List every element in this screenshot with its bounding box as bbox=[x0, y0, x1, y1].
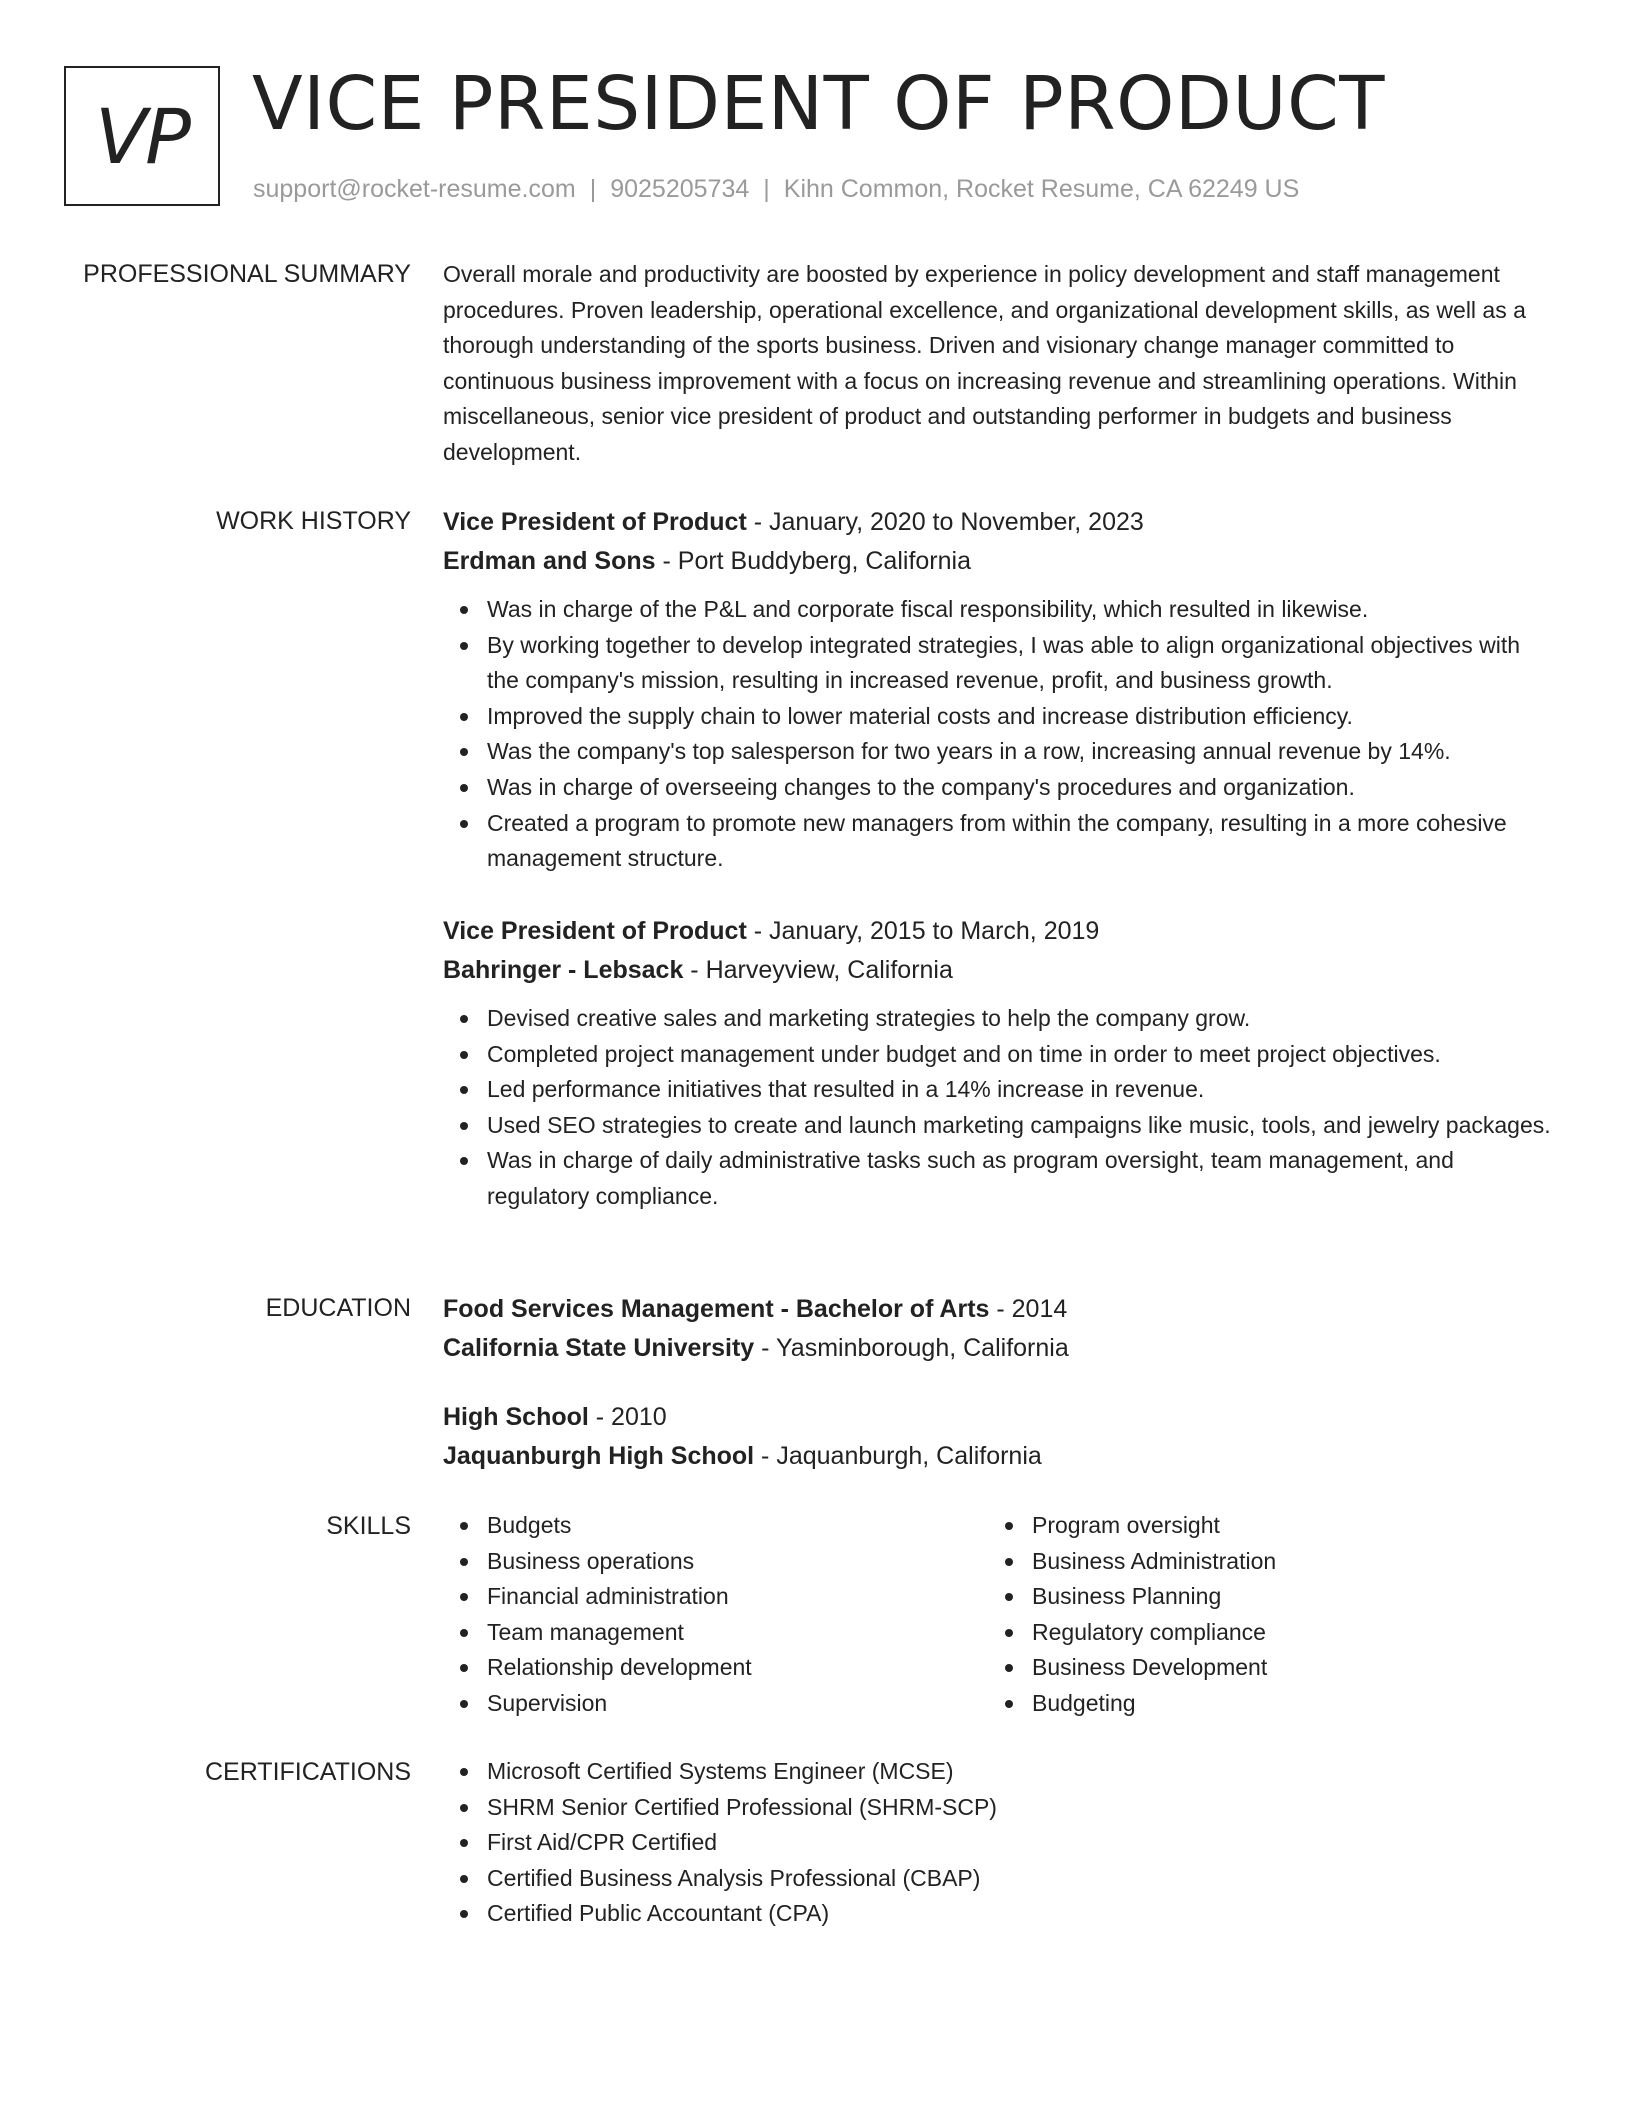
list-item bbox=[443, 628, 1553, 699]
bullet-icon bbox=[460, 1593, 468, 1601]
list-item bbox=[988, 1615, 1508, 1651]
education-year: - 2010 bbox=[588, 1403, 667, 1431]
skill-text: Financial administration bbox=[487, 1583, 729, 1610]
education-body bbox=[443, 1290, 1553, 1470]
job-dates: - January, 2020 to November, 2023 bbox=[746, 508, 1144, 536]
work-history-body bbox=[443, 503, 1553, 1209]
list-item bbox=[443, 806, 1553, 877]
summary-body bbox=[443, 257, 1553, 471]
bullet-icon bbox=[1005, 1522, 1013, 1530]
skills-list bbox=[443, 1508, 963, 1722]
bullet-icon bbox=[460, 1768, 468, 1776]
education-location: - Yasminborough, California bbox=[754, 1334, 1069, 1362]
bullet-icon bbox=[460, 1051, 468, 1059]
education-degree-line bbox=[443, 1398, 1553, 1437]
bullet-icon bbox=[460, 713, 468, 721]
list-item bbox=[443, 1037, 1553, 1073]
skill-text: Supervision bbox=[487, 1689, 608, 1716]
skill-text: Business Planning bbox=[1032, 1583, 1222, 1610]
bullet-icon bbox=[460, 784, 468, 792]
monogram-logo: VP bbox=[64, 66, 220, 206]
education-degree: High School bbox=[443, 1403, 589, 1431]
skill-text: Team management bbox=[487, 1618, 684, 1645]
bullet-text: Was the company's top salesperson for two years in a row, increasing annual revenue by 14%. bbox=[487, 738, 1451, 765]
skill-text: Program oversight bbox=[1032, 1512, 1220, 1538]
list-item bbox=[443, 1615, 963, 1651]
job-bullets bbox=[443, 1001, 1553, 1215]
education-degree-line bbox=[443, 1290, 1553, 1329]
bullet-text: Improved the supply chain to lower material costs and increase distribution efficiency. bbox=[487, 702, 1353, 729]
job-company-line bbox=[443, 542, 1553, 581]
education-school: Jaquanburgh High School bbox=[443, 1442, 755, 1470]
list-item bbox=[443, 734, 1553, 770]
bullet-icon bbox=[1005, 1558, 1013, 1566]
list-item bbox=[988, 1686, 1508, 1722]
bullet-icon bbox=[460, 642, 468, 650]
list-item bbox=[443, 1896, 1553, 1932]
job-location: - Port Buddyberg, California bbox=[655, 547, 971, 575]
list-item bbox=[443, 1861, 1553, 1897]
bullet-icon bbox=[1005, 1700, 1013, 1708]
bullet-icon bbox=[460, 1015, 468, 1023]
list-item bbox=[988, 1508, 1508, 1544]
bullet-text: Was in charge of the P&L and corporate fiscal responsibility, which resulted in likewise. bbox=[487, 596, 1369, 622]
certifications-body bbox=[443, 1754, 1553, 1932]
page-title: VICE PRESIDENT OF PRODUCT bbox=[252, 61, 1385, 147]
bullet-text: Led performance initiatives that resulted in a 14% increase in revenue. bbox=[487, 1076, 1205, 1103]
list-item bbox=[443, 1754, 1553, 1790]
certification-text: Certified Public Accountant (CPA) bbox=[487, 1900, 830, 1927]
bullet-text: By working together to develop integrated strategies, I was able to align organizational objectives with the company's mission, resulting in increased revenue, profit, and business growth. bbox=[487, 631, 1521, 694]
certification-text: SHRM Senior Certified Professional (SHRM-SCP) bbox=[487, 1793, 997, 1820]
list-item bbox=[988, 1650, 1508, 1686]
education-school-line bbox=[443, 1437, 1553, 1476]
section-heading-skills: SKILLS bbox=[326, 1512, 411, 1540]
job-company-line bbox=[443, 951, 1553, 990]
bullet-icon bbox=[460, 1122, 468, 1130]
bullet-icon bbox=[460, 1910, 468, 1918]
contact-address: Kihn Common, Rocket Resume, CA 62249 US bbox=[783, 175, 1300, 203]
contact-email: support@rocket-resume.com bbox=[253, 175, 576, 203]
certification-text: First Aid/CPR Certified bbox=[487, 1829, 718, 1856]
bullet-icon bbox=[460, 606, 468, 614]
skill-text: Business Development bbox=[1032, 1654, 1268, 1681]
bullet-icon bbox=[460, 1629, 468, 1637]
contact-separator: | bbox=[763, 175, 770, 203]
certification-text: Microsoft Certified Systems Engineer (MCSE) bbox=[487, 1758, 954, 1784]
bullet-icon bbox=[460, 1157, 468, 1165]
list-item bbox=[443, 770, 1553, 806]
list-item bbox=[443, 1825, 1553, 1861]
bullet-icon bbox=[1005, 1593, 1013, 1601]
job-entry bbox=[443, 912, 1553, 1215]
list-item bbox=[443, 1508, 963, 1544]
contact-phone: 9025205734 bbox=[610, 175, 750, 203]
job-location: - Harveyview, California bbox=[683, 956, 953, 984]
section-heading-certifications: CERTIFICATIONS bbox=[204, 1758, 411, 1786]
skill-text: Business Administration bbox=[1032, 1547, 1277, 1574]
bullet-icon bbox=[1005, 1664, 1013, 1672]
bullet-icon bbox=[1005, 1629, 1013, 1637]
education-year: - 2014 bbox=[989, 1295, 1068, 1323]
skill-text: Relationship development bbox=[487, 1654, 752, 1681]
bullet-text: Was in charge of overseeing changes to the company's procedures and organization. bbox=[487, 773, 1355, 800]
bullet-icon bbox=[460, 1700, 468, 1708]
section-heading-work-history: WORK HISTORY bbox=[216, 507, 411, 535]
bullet-text: Used SEO strategies to create and launch marketing campaigns like music, tools, and jewelry packages. bbox=[487, 1111, 1551, 1138]
skill-text: Budgeting bbox=[1032, 1689, 1136, 1716]
skills-list bbox=[988, 1508, 1508, 1722]
education-school: California State University bbox=[443, 1334, 755, 1362]
education-school-line bbox=[443, 1329, 1553, 1368]
contact-separator: | bbox=[589, 175, 597, 203]
list-item bbox=[443, 699, 1553, 735]
job-company: Bahringer - Lebsack bbox=[443, 956, 684, 984]
bullet-text: Was in charge of daily administrative tasks such as program oversight, team management, and regulatory compliance. bbox=[487, 1147, 1454, 1209]
bullet-text: Devised creative sales and marketing strategies to help the company grow. bbox=[487, 1005, 1251, 1031]
list-item bbox=[443, 1579, 963, 1615]
bullet-icon bbox=[460, 1086, 468, 1094]
education-degree: Food Services Management - Bachelor of Arts bbox=[443, 1295, 990, 1323]
job-dates: - January, 2015 to March, 2019 bbox=[746, 917, 1100, 945]
list-item bbox=[443, 1544, 963, 1580]
skill-text: Regulatory compliance bbox=[1032, 1618, 1266, 1645]
skills-column-right bbox=[988, 1508, 1508, 1722]
summary-text: Overall morale and productivity are boosted by experience in policy development and staff management procedures. Proven leadership, operational excellence, and organizational development skills, as well as a thorough understanding of the sports business. Driven and visionary change manager committed to continuous business improvement with a focus on increasing revenue and streamlining operations. Within miscellaneous, senior vice president of product and outstanding performer in budgets and business development. bbox=[443, 261, 1526, 465]
certifications-list bbox=[443, 1754, 1553, 1932]
list-item bbox=[443, 1072, 1553, 1108]
bullet-icon bbox=[460, 1664, 468, 1672]
list-item bbox=[443, 1143, 1553, 1214]
job-title-line bbox=[443, 912, 1553, 951]
list-item bbox=[443, 1108, 1553, 1144]
list-item bbox=[443, 592, 1553, 628]
job-title-line bbox=[443, 503, 1553, 542]
education-location: - Jaquanburgh, California bbox=[754, 1442, 1042, 1470]
contact-line bbox=[253, 172, 1299, 206]
section-heading-education: EDUCATION bbox=[265, 1294, 411, 1322]
list-item bbox=[443, 1790, 1553, 1826]
job-bullets bbox=[443, 592, 1553, 877]
section-heading-summary: PROFESSIONAL SUMMARY bbox=[83, 260, 411, 288]
bullet-text: Created a program to promote new managers from within the company, resulting in a more cohesive management structure. bbox=[487, 809, 1507, 872]
bullet-icon bbox=[460, 1522, 468, 1530]
certification-text: Certified Business Analysis Professional (CBAP) bbox=[487, 1864, 981, 1891]
bullet-icon bbox=[460, 820, 468, 828]
list-item bbox=[988, 1579, 1508, 1615]
job-entry bbox=[443, 503, 1553, 877]
bullet-icon bbox=[460, 1839, 468, 1847]
bullet-icon bbox=[460, 1558, 468, 1566]
skill-text: Business operations bbox=[487, 1547, 695, 1574]
list-item bbox=[988, 1544, 1508, 1580]
skill-text: Budgets bbox=[487, 1512, 572, 1538]
list-item bbox=[443, 1650, 963, 1686]
job-title: Vice President of Product bbox=[443, 917, 747, 945]
job-company: Erdman and Sons bbox=[443, 547, 656, 575]
education-entry bbox=[443, 1290, 1553, 1368]
bullet-icon bbox=[460, 748, 468, 756]
list-item bbox=[443, 1686, 963, 1722]
bullet-icon bbox=[460, 1804, 468, 1812]
education-entry bbox=[443, 1398, 1553, 1476]
job-title: Vice President of Product bbox=[443, 508, 747, 536]
skills-column-left bbox=[443, 1508, 963, 1722]
list-item bbox=[443, 1001, 1553, 1037]
bullet-text: Completed project management under budget and on time in order to meet project objectives. bbox=[487, 1040, 1441, 1067]
bullet-icon bbox=[460, 1875, 468, 1883]
